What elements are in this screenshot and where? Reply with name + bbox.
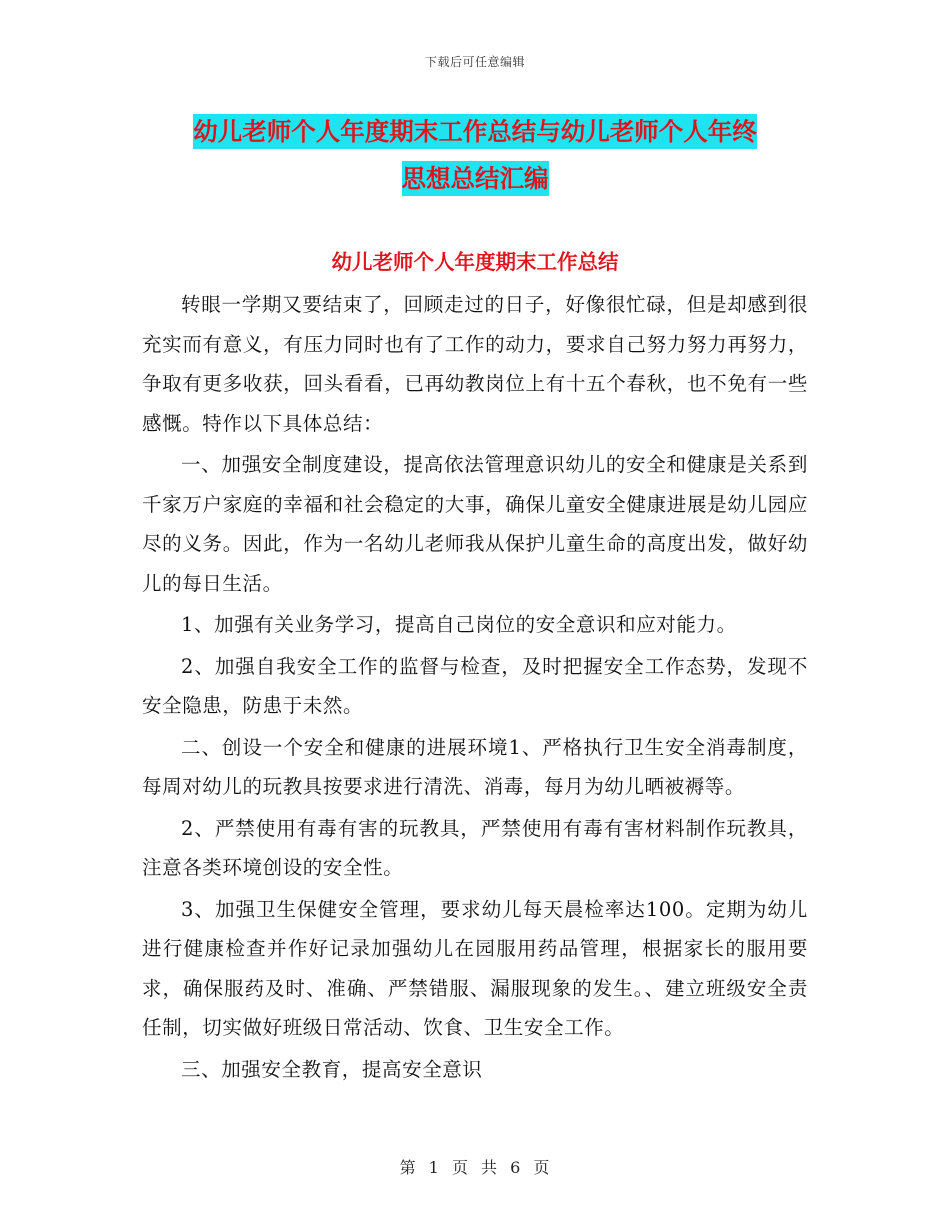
paragraph: 2、加强自我安全工作的监督与检查，及时把握安全工作态势，发现不安全隐患，防患于未然。 — [142, 654, 808, 717]
paragraph: 一、加强安全制度建设，提高依法管理意识幼儿的安全和健康是关系到千家万户家庭的幸福和社会稳定的大事，确保儿童安全健康进展是幼儿园应尽的义务。因此，作为一名幼儿老师我从保护儿童生命的高度出发，做好幼儿的每日生活。 — [142, 453, 808, 595]
section-heading: 幼儿老师个人年度期末工作总结 — [331, 250, 619, 274]
paragraph: 3、加强卫生保健安全管理，要求幼儿每天晨检率达100。定期为幼儿进行健康检查并作好记录加强幼儿在园服用药品管理，根据家长的服用要求，确保服药及时、准确、严禁错服、漏服现象的发生。、建立班级安全责任制，切实做好班级日常活动、饮食、卫生安全工作。 — [142, 897, 808, 1039]
paragraph: 1、加强有关业务学习，提高自己岗位的安全意识和应对能力。 — [181, 613, 737, 636]
body-text — [142, 285, 808, 1091]
page-header-note: 下载后可任意编辑 — [424, 55, 525, 69]
paragraph: 三、加强安全教育，提高安全意识 — [181, 1057, 483, 1081]
paragraph: 转眼一学期又要结束了，回顾走过的日子，好像很忙碌，但是却感到很充实而有意义，有压力同时也有了工作的动力，要求自己努力努力再努力，争取有更多收获，回头看看，已再幼教岗位上有十五个春秋，也不免有一些感慨。特作以下具体总结： — [142, 293, 808, 435]
paragraph: 2、严禁使用有毒有害的玩教具，严禁使用有毒有害材料制作玩教具，注意各类环境创设的安全性。 — [142, 816, 808, 879]
paragraph: 二、创设一个安全和健康的进展环境1、严格执行卫生安全消毒制度，每周对幼儿的玩教具按要求进行清洗、消毒，每月为幼儿晒被褥等。 — [142, 735, 808, 798]
page-footer: 第 1 页 共 6 页 — [399, 1158, 551, 1177]
document-title-line-2: 思想总结汇编 — [402, 161, 549, 196]
document-title — [140, 108, 810, 202]
document-title-line-1: 幼儿老师个人年度期末工作总结与幼儿老师个人年终 — [193, 114, 757, 149]
